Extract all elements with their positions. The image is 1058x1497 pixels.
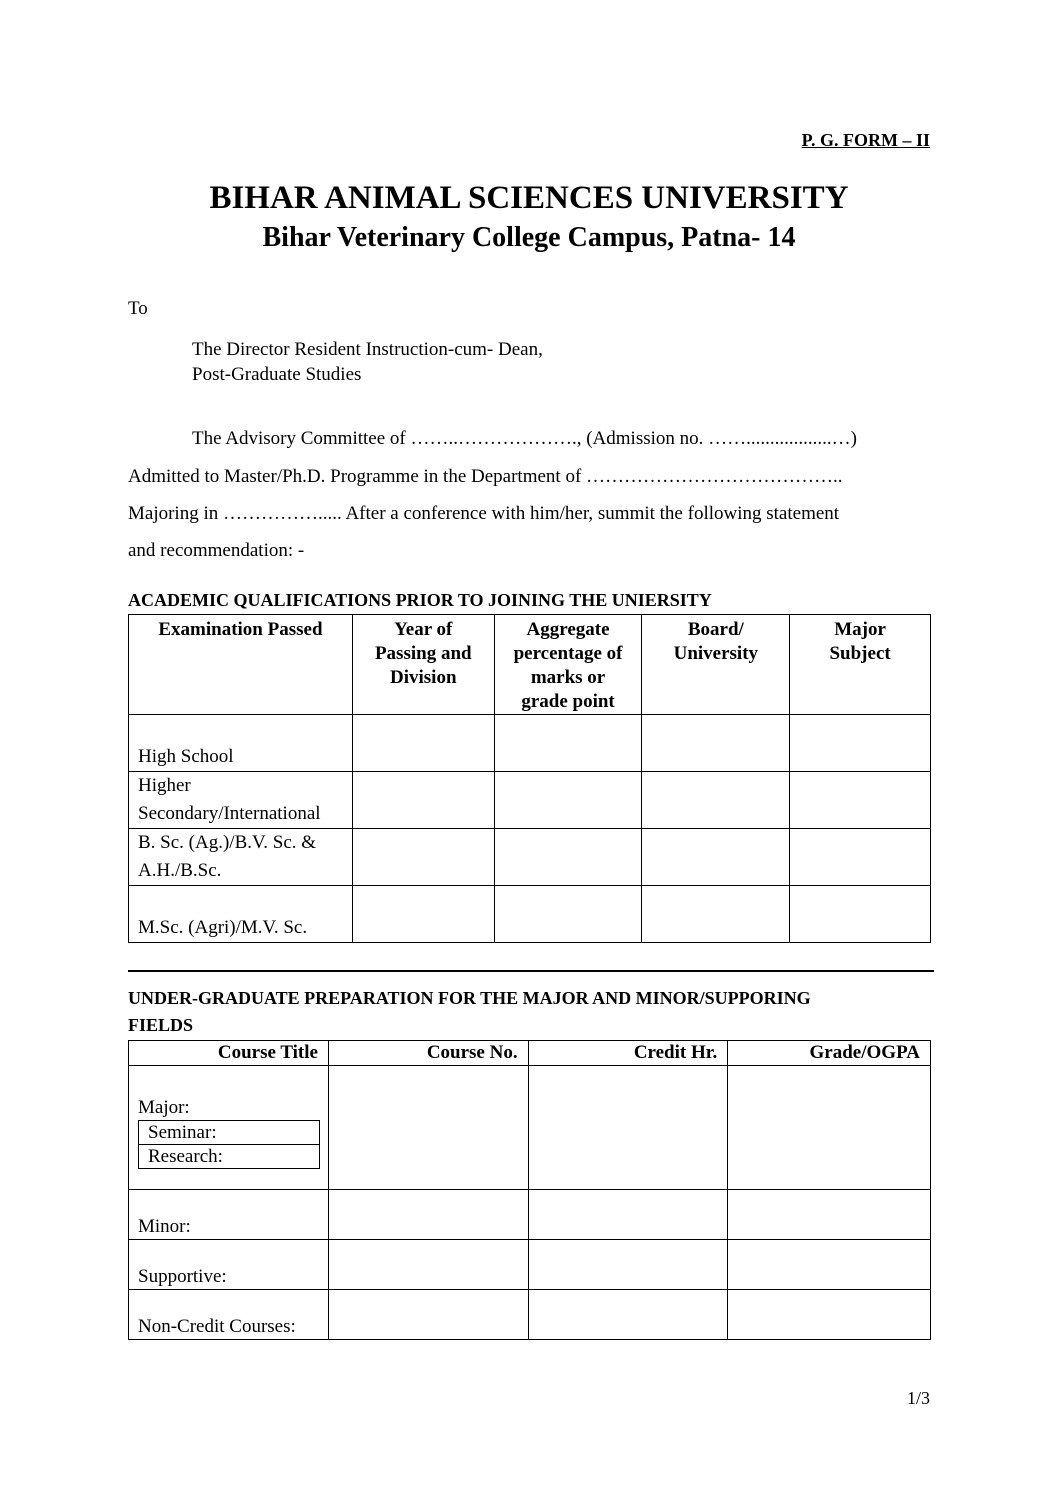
form-number: P. G. FORM – II: [801, 130, 930, 150]
body-line-2: Admitted to Master/Ph.D. Programme in the Department of …………………………………..: [128, 466, 843, 487]
academic-qualifications-table: [128, 614, 931, 943]
row-label: Higher Secondary/International: [129, 772, 353, 829]
col-credit-hr: Credit Hr.: [528, 1041, 728, 1066]
col-year-division: Year of Passing and Division: [352, 615, 494, 715]
table-cell[interactable]: [790, 829, 931, 886]
body-line-3: Majoring in ……………..... After a conference with him/her, summit the following statement: [128, 503, 840, 524]
address-line-1: The Director Resident Instruction-cum- Dean,: [192, 339, 543, 360]
campus-subtitle: Bihar Veterinary College Campus, Patna- 14: [262, 222, 796, 253]
table-cell[interactable]: [352, 829, 494, 886]
table-row: [129, 829, 931, 886]
col-grade-ogpa: Grade/OGPA: [728, 1041, 931, 1066]
table-row: [129, 715, 931, 772]
table-cell[interactable]: [494, 772, 642, 829]
table-cell[interactable]: [528, 1066, 728, 1190]
major-label: Major:: [138, 1097, 190, 1118]
row-label-major: [129, 1066, 329, 1190]
table-cell[interactable]: [728, 1066, 931, 1190]
undergrad-heading-line-1: UNDER-GRADUATE PREPARATION FOR THE MAJOR AND MINOR/SUPPORING: [128, 988, 811, 1008]
row-label: B. Sc. (Ag.)/B.V. Sc. & A.H./B.Sc.: [129, 829, 353, 886]
body-line-4: and recommendation: -: [128, 540, 305, 561]
table-cell[interactable]: [494, 886, 642, 943]
table-cell[interactable]: [328, 1290, 528, 1340]
university-title: BIHAR ANIMAL SCIENCES UNIVERSITY: [209, 180, 849, 216]
address-to: To: [128, 298, 148, 319]
table-cell[interactable]: [728, 1190, 931, 1240]
undergrad-heading-line-2: FIELDS: [128, 1015, 194, 1035]
col-course-title: Course Title: [129, 1041, 329, 1066]
table-cell[interactable]: [352, 886, 494, 943]
academic-heading: ACADEMIC QUALIFICATIONS PRIOR TO JOINING THE UNIERSITY: [128, 590, 712, 610]
row-label: High School: [129, 715, 353, 772]
col-course-no: Course No.: [328, 1041, 528, 1066]
table-cell[interactable]: [528, 1240, 728, 1290]
table-cell[interactable]: [494, 829, 642, 886]
address-line-2: Post-Graduate Studies: [192, 364, 362, 385]
table-cell[interactable]: [790, 886, 931, 943]
page-number: 1/3: [906, 1388, 930, 1408]
table-row: [129, 1190, 931, 1240]
row-label: Minor:: [129, 1190, 329, 1240]
table-cell[interactable]: [328, 1066, 528, 1190]
table-cell[interactable]: [642, 829, 790, 886]
table-row: [129, 1066, 931, 1190]
table-cell[interactable]: [642, 886, 790, 943]
table-cell[interactable]: [642, 772, 790, 829]
table-cell[interactable]: [328, 1190, 528, 1240]
table-cell[interactable]: [642, 715, 790, 772]
seminar-research-box: [138, 1120, 320, 1169]
table-row: [129, 1290, 931, 1340]
research-label: Research:: [139, 1144, 319, 1168]
table-row: [129, 772, 931, 829]
table-cell[interactable]: [528, 1190, 728, 1240]
table-cell[interactable]: [494, 715, 642, 772]
seminar-label: Seminar:: [148, 1122, 217, 1143]
table-cell[interactable]: [328, 1240, 528, 1290]
table-header-row: [129, 615, 931, 715]
body-line-1: The Advisory Committee of ……..………………., (Admission no. ……..................…): [192, 428, 857, 449]
table-cell[interactable]: [790, 715, 931, 772]
undergrad-preparation-table: [128, 1040, 931, 1340]
col-major-subject: Major Subject: [790, 615, 931, 715]
table-header-row: [129, 1041, 931, 1066]
table-cell[interactable]: [528, 1290, 728, 1340]
table-cell[interactable]: [352, 772, 494, 829]
table-cell[interactable]: [352, 715, 494, 772]
row-label: Supportive:: [129, 1240, 329, 1290]
section-divider: [128, 970, 934, 972]
row-label: Non-Credit Courses:: [129, 1290, 329, 1340]
col-exam-passed: Examination Passed: [129, 615, 353, 715]
table-cell[interactable]: [728, 1240, 931, 1290]
row-label: M.Sc. (Agri)/M.V. Sc.: [129, 886, 353, 943]
col-aggregate: Aggregate percentage of marks or grade point: [494, 615, 642, 715]
table-cell[interactable]: [728, 1290, 931, 1340]
table-cell[interactable]: [790, 772, 931, 829]
table-row: [129, 1240, 931, 1290]
col-board-university: Board/ University: [642, 615, 790, 715]
table-row: [129, 886, 931, 943]
